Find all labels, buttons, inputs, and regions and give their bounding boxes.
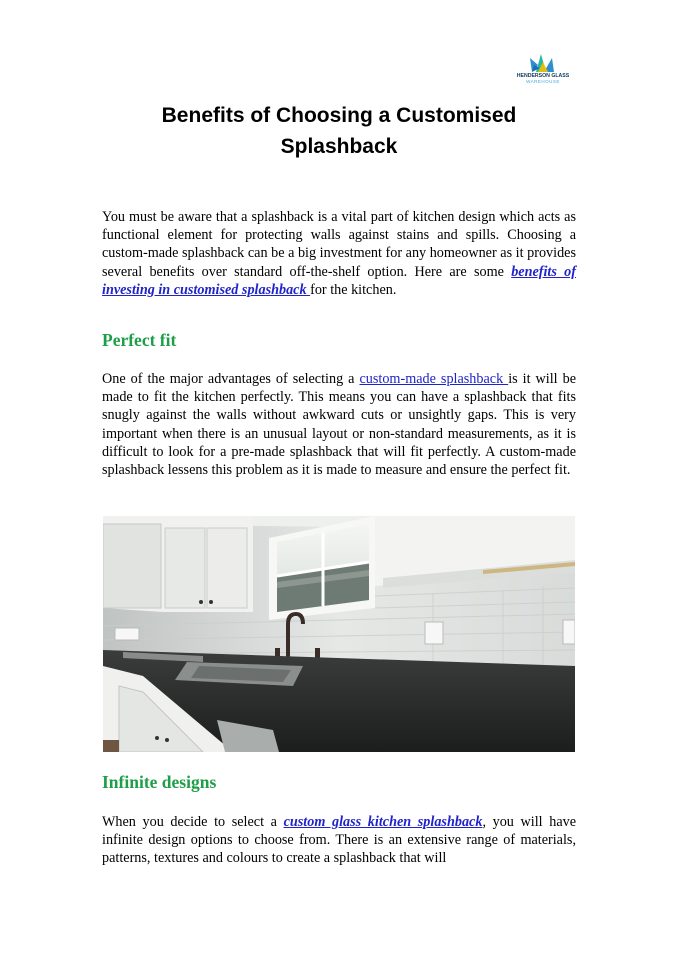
section-heading-perfect-fit: Perfect fit	[102, 330, 177, 350]
title-line-1: Benefits of Choosing a Customised	[161, 104, 517, 127]
kitchen-image	[103, 516, 575, 752]
section-heading-infinite-designs: Infinite designs	[102, 772, 217, 792]
intro-paragraph	[102, 208, 576, 299]
page-title	[100, 100, 578, 162]
infinite-designs-text: When you decide to select a	[102, 814, 284, 830]
intro-text: You must be aware that a splashback is a vital part of kitchen design which acts as functional element for protecting walls against stains and spills. Choosing a custom-made splashback can be a big investment for any homeowner as it provides several benefits over standard off-the-shelf option. Here are some	[102, 209, 576, 280]
perfect-fit-paragraph	[102, 370, 576, 479]
custom-made-splashback-link[interactable]: custom-made splashback	[359, 371, 509, 387]
benefits-link[interactable]: benefits of investing in customised splashback	[102, 263, 576, 298]
kitchen-photo	[103, 516, 575, 752]
logo-name: HENDERSON GLASS	[516, 73, 570, 79]
logo-text	[508, 74, 578, 85]
infinite-designs-text-end: , you will have infinite design options to choose from. There is an extensive range of materials, patterns, textures and colours to create a splashback that will	[102, 814, 577, 867]
perfect-fit-text: One of the major advantages of selecting a	[102, 371, 360, 387]
company-logo	[508, 52, 578, 92]
logo-subname: WAREHOUSE	[526, 78, 560, 84]
custom-glass-kitchen-splashback-link[interactable]: custom glass kitchen splashback	[283, 814, 483, 830]
perfect-fit-text-end: is it will be made to fit the kitchen perfectly. This means you can have a splashback that fits snugly against the walls without awkward cuts or unsightly gaps. This is very important when there is an unusual layout or non-standard measurements, as it is difficult to look for a pre-made splashback that will fit perfectly. A custom-made splashback lessens this problem as it is made to measure and ensure the perfect fit.	[102, 371, 577, 479]
intro-text-end: for the kitchen.	[310, 281, 397, 298]
infinite-designs-paragraph	[102, 813, 576, 868]
title-line-2: Splashback	[280, 135, 398, 158]
